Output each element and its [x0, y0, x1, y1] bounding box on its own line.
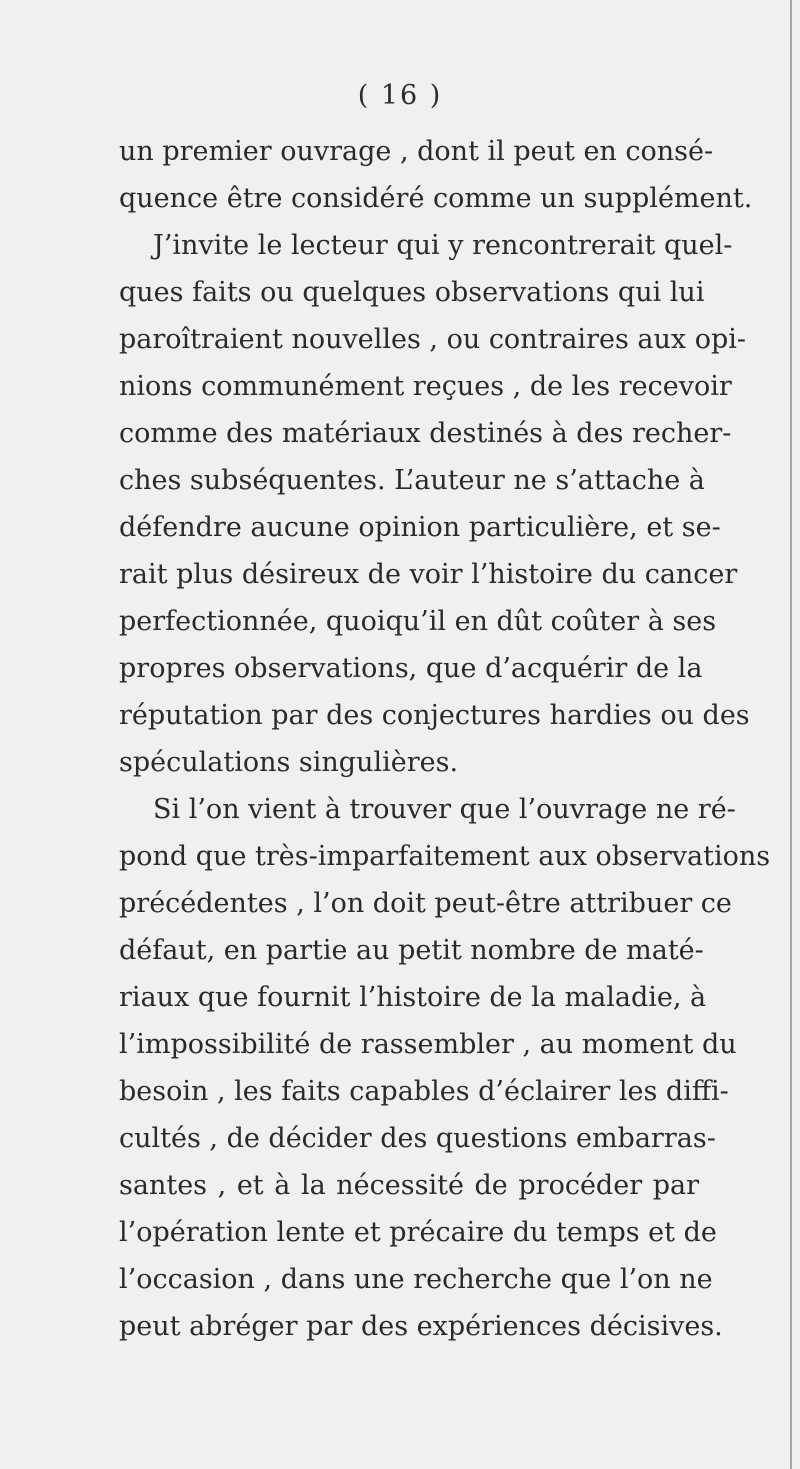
text-line: ques faits ou quelques observations qui lui	[119, 277, 705, 308]
text-line: propres observations, que d’acquérir de la	[119, 653, 703, 684]
text-line: comme des matériaux destinés à des recher-	[119, 418, 732, 449]
page-edge-line	[790, 0, 792, 1469]
text-line: l’occasion , dans une recherche que l’on ne	[119, 1264, 713, 1295]
text-line: défendre aucune opinion particulière, et se-	[119, 512, 721, 543]
text-line: quence être considéré comme un supplément.	[119, 183, 753, 214]
text-line: ches subséquentes. L’auteur ne s’attache à	[119, 465, 705, 496]
text-line: J’invite le lecteur qui y rencontrerait quel-	[153, 230, 733, 261]
text-line: peut abréger par des expériences décisives.	[119, 1311, 723, 1342]
text-line: santes , et à la nécessité de procéder par	[119, 1170, 699, 1201]
text-line: Si l’on vient à trouver que l’ouvrage ne ré-	[153, 794, 736, 825]
text-line: perfectionnée, quoiqu’il en dût coûter à ses	[119, 606, 717, 637]
text-line: précédentes , l’on doit peut-être attribuer ce	[119, 888, 732, 919]
text-line: besoin , les faits capables d’éclairer les diffi-	[119, 1076, 729, 1107]
text-line: riaux que fournit l’histoire de la maladie, à	[119, 982, 707, 1013]
text-line: l’impossibilité de rassembler , au moment du	[119, 1029, 737, 1060]
text-line: l’opération lente et précaire du temps et de	[119, 1217, 717, 1248]
text-line: rait plus désireux de voir l’histoire du cancer	[119, 559, 738, 590]
text-line: spéculations singulières.	[119, 747, 459, 778]
text-line: réputation par des conjectures hardies ou des	[119, 700, 750, 731]
text-line: un premier ouvrage , dont il peut en consé-	[119, 136, 714, 167]
page-number: ( 16 )	[357, 80, 443, 111]
text-line: pond que très-imparfaitement aux observations	[119, 841, 771, 872]
text-line: paroîtraient nouvelles , ou contraires aux opi-	[119, 324, 746, 355]
text-line: cultés , de décider des questions embarras-	[119, 1123, 716, 1154]
body-text	[119, 128, 771, 1350]
text-line: nions communément reçues , de les recevoir	[119, 371, 732, 402]
text-line: défaut, en partie au petit nombre de maté-	[119, 935, 704, 966]
